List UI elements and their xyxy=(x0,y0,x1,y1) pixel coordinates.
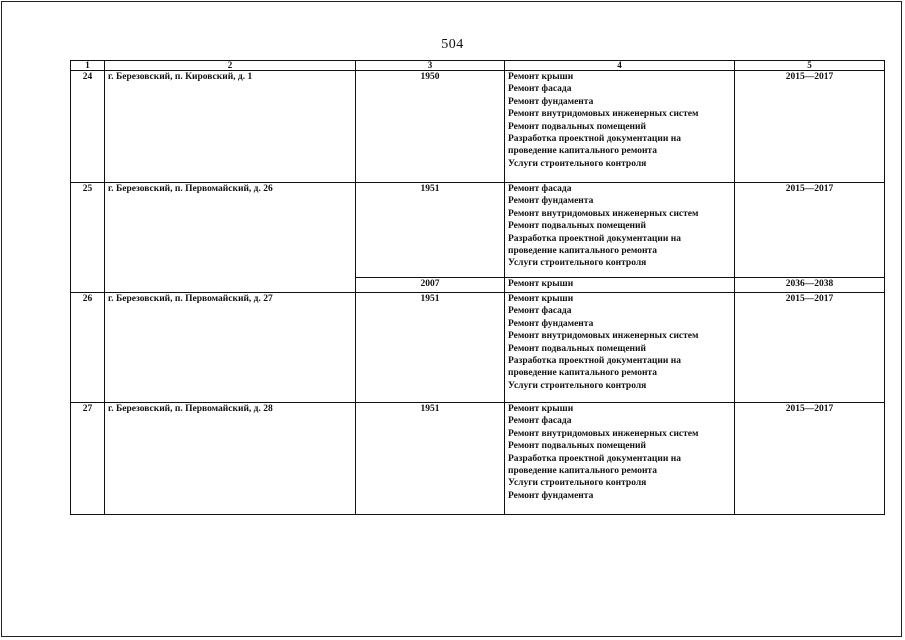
work-item: Ремонт внутридомовых инженерных систем xyxy=(508,109,699,120)
work-item: Услуги строительного контроля xyxy=(508,478,647,489)
work-item: Ремонт подвальных помещений xyxy=(508,221,646,232)
header-col-2: 2 xyxy=(105,61,356,71)
work-item: Ремонт фундамента xyxy=(508,318,594,329)
table-row xyxy=(71,293,885,403)
repair-period: 2015—2017 xyxy=(735,403,885,515)
work-item: Ремонт фасада xyxy=(508,84,572,95)
work-item: Ремонт подвальных помещений xyxy=(508,441,646,452)
work-item: проведение капитального ремонта xyxy=(508,368,657,379)
table-row xyxy=(71,71,885,183)
header-col-3: 3 xyxy=(356,61,505,71)
work-item: Ремонт фундамента xyxy=(508,490,594,501)
page-number: 504 xyxy=(441,37,464,52)
works-list xyxy=(505,278,735,293)
work-item: Разработка проектной документации на xyxy=(508,233,681,244)
build-year: 2007 xyxy=(356,278,505,293)
row-number: 25 xyxy=(71,183,105,293)
repair-period: 2015—2017 xyxy=(735,71,885,183)
work-item: Ремонт внутридомовых инженерных систем xyxy=(508,208,699,219)
work-item: Ремонт фундамента xyxy=(508,196,594,207)
work-item: Ремонт крыши xyxy=(508,294,574,304)
header-col-1: 1 xyxy=(71,61,105,71)
work-item: проведение капитального ремонта xyxy=(508,146,657,157)
work-item: Ремонт внутридомовых инженерных систем xyxy=(508,428,699,439)
work-item: Ремонт фасада xyxy=(508,306,572,317)
work-item: проведение капитального ремонта xyxy=(508,466,657,477)
work-item: Разработка проектной документации на xyxy=(508,453,681,464)
header-row xyxy=(71,61,885,71)
works-list xyxy=(505,71,735,183)
repair-period: 2015—2017 xyxy=(735,293,885,403)
table-row xyxy=(71,183,885,278)
table-row xyxy=(71,403,885,515)
build-year: 1951 xyxy=(356,403,505,515)
work-item: Услуги строительного контроля xyxy=(508,380,647,391)
build-year: 1951 xyxy=(356,183,505,278)
build-year: 1951 xyxy=(356,293,505,403)
building-address: г. Березовский, п. Первомайский, д. 27 xyxy=(105,293,356,403)
work-item: Услуги строительного контроля xyxy=(508,158,647,169)
works-list xyxy=(505,183,735,278)
building-address: г. Березовский, п. Кировский, д. 1 xyxy=(105,71,356,183)
repair-schedule-table xyxy=(70,60,885,515)
work-item: Разработка проектной документации на xyxy=(508,356,681,367)
work-item: Разработка проектной документации на xyxy=(508,134,681,145)
work-item: Ремонт крыши xyxy=(508,279,574,289)
row-number: 24 xyxy=(71,71,105,183)
repair-period: 2015—2017 xyxy=(735,183,885,278)
works-list xyxy=(505,403,735,515)
work-item: Ремонт фасада xyxy=(508,184,572,194)
work-item: проведение капитального ремонта xyxy=(508,246,657,257)
header-col-4: 4 xyxy=(505,61,735,71)
build-year: 1950 xyxy=(356,71,505,183)
work-item: Ремонт крыши xyxy=(508,72,574,82)
building-address: г. Березовский, п. Первомайский, д. 26 xyxy=(105,183,356,293)
row-number: 26 xyxy=(71,293,105,403)
work-item: Ремонт фасада xyxy=(508,416,572,427)
work-item: Ремонт фундамента xyxy=(508,96,594,107)
work-item: Ремонт подвальных помещений xyxy=(508,121,646,132)
work-item: Услуги строительного контроля xyxy=(508,258,647,269)
row-number: 27 xyxy=(71,403,105,515)
work-item: Ремонт крыши xyxy=(508,404,574,414)
work-item: Ремонт подвальных помещений xyxy=(508,343,646,354)
header-col-5: 5 xyxy=(735,61,885,71)
repair-period: 2036—2038 xyxy=(735,278,885,293)
works-list xyxy=(505,293,735,403)
work-item: Ремонт внутридомовых инженерных систем xyxy=(508,331,699,342)
building-address: г. Березовский, п. Первомайский, д. 28 xyxy=(105,403,356,515)
